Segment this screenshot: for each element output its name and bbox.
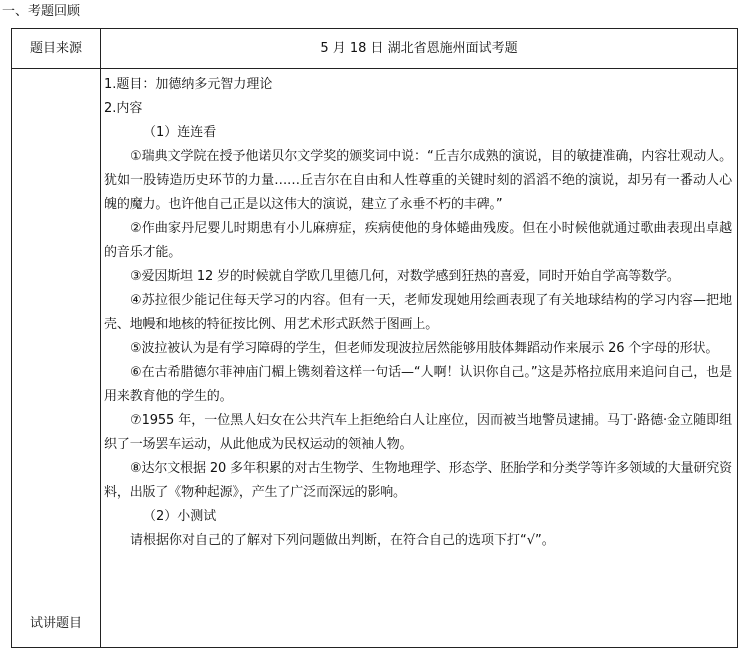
item-paragraph: ④苏拉很少能记住每天学习的内容。但有一天，老师发现她用绘画表现了有关地球结构的学习内容—把地壳、地幔和地核的特征按比例、用艺术形式跃然于图画上。 [104, 293, 732, 332]
subheading-quiz: （2）小测试 [143, 509, 217, 524]
topic-label: 试讲题目 [29, 616, 82, 631]
item-paragraph: ⑤波拉被认为是有学习障碍的学生，但老师发现波拉居然能够用肢体舞蹈动作来展示 26 个字母的形状。 [130, 341, 719, 356]
source-label: 题目来源 [29, 41, 82, 56]
item-paragraph: ⑥在古希腊德尔菲神庙门楣上镌刻着这样一句话—“人啊！认识你自己。”这是苏格拉底用来追问自己，也是用来教育他的学生的。 [104, 365, 732, 404]
content-heading: 2.内容 [104, 101, 143, 116]
item-paragraph: ⑦1955 年，一位黑人妇女在公共汽车上拒绝给白人让座位，因而被当地警员逮捕。马丁·路德·金立随即组织了一场罢车运动，从此他成为民权运动的领袖人物。 [104, 413, 732, 452]
quiz-instruction: 请根据你对自己的了解对下列问题做出判断，在符合自己的选项下打“√”。 [130, 533, 555, 548]
subheading-match: （1）连连看 [143, 125, 217, 140]
source-row [12, 29, 737, 69]
item-paragraph: ③爱因斯坦 12 岁的时候就自学欧几里德几何，对数学感到狂热的喜爱，同时开始自学高等数学。 [130, 269, 680, 284]
topic-content [104, 73, 732, 553]
section-title: 一、考题回顾 [2, 4, 81, 19]
column-divider [100, 29, 101, 647]
item-paragraph: ②作曲家丹尼婴儿时期患有小儿麻痹症，疾病使他的身体蜷曲残废。但在小时候他就通过歌曲表现出卓越的音乐才能。 [104, 221, 732, 260]
topic-title-line: 1.题目：加德纳多元智力理论 [104, 77, 273, 92]
item-paragraph: ①瑞典文学院在授予他诺贝尔文学奖的颁奖词中说：“丘吉尔成熟的演说，目的敏捷准确，内容壮观动人。犹如一股铸造历史环节的力量……丘吉尔在自由和人性尊重的关键时刻的滔滔不绝的演说，却另有一番动人心魄的魔力。也许他自己正是以这伟大的演说，建立了永垂不朽的丰碑。” [104, 149, 732, 212]
item-paragraph: ⑧达尔文根据 20 多年积累的对古生物学、生物地理学、形态学、胚胎学和分类学等许多领域的大量研究资料，出版了《物种起源》，产生了广泛而深远的影响。 [104, 461, 732, 500]
question-table [11, 28, 738, 648]
source-value: 5 月 18 日 湖北省恩施州面试考题 [320, 41, 518, 56]
